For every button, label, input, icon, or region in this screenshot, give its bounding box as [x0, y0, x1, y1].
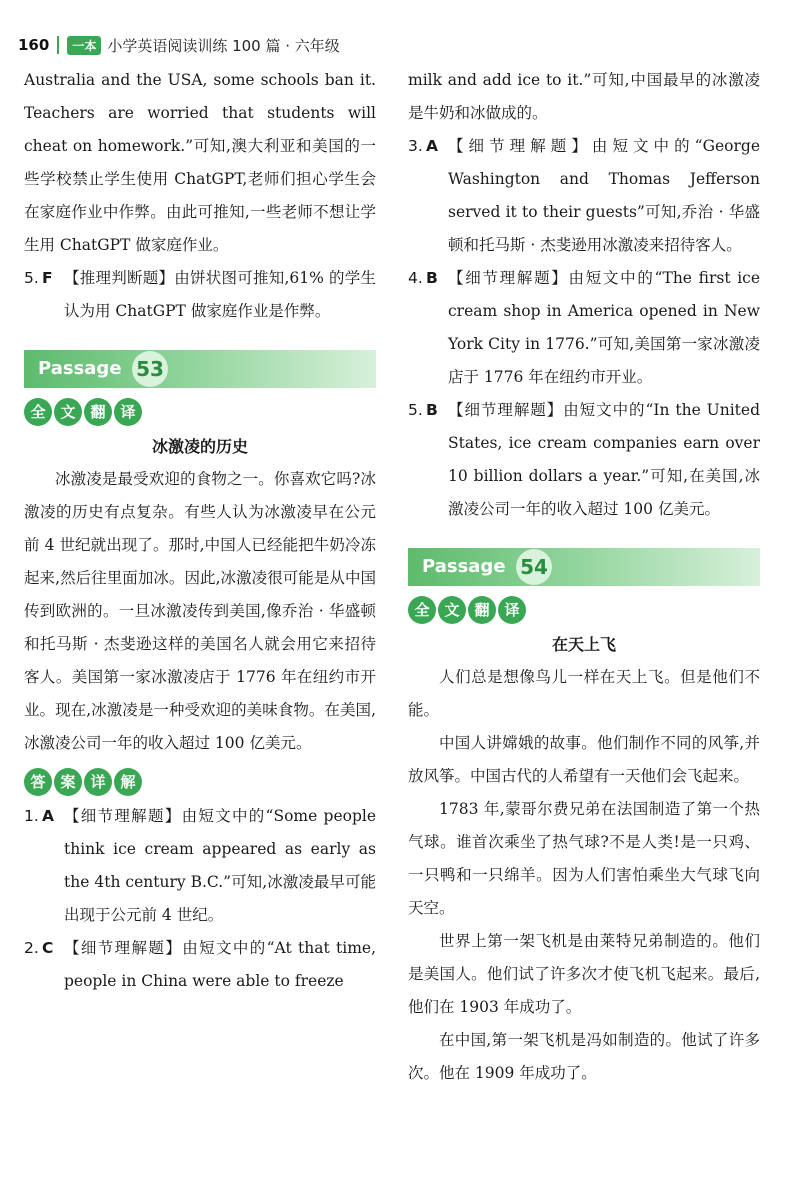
answer-text: 【细节理解题】由短文中的“The first ice cream shop in America opened in New York City in 1776.”可知,美国第一家冰激凌店于 1776 年在纽约市开业。	[448, 269, 760, 386]
answer-number: 5.	[408, 401, 423, 419]
label-char: 文	[54, 398, 82, 426]
label-char: 解	[114, 768, 142, 796]
answer-item	[24, 932, 376, 998]
passage-number: 53	[132, 351, 168, 387]
passage-label: Passage	[38, 358, 122, 379]
translation-title: 冰激凌的历史	[151, 437, 248, 456]
label-char: 译	[114, 398, 142, 426]
answer-key: B	[426, 269, 438, 287]
right-column	[408, 64, 760, 1090]
label-char: 答	[24, 768, 52, 796]
answer-text: 【细节理解题】由短文中的“At that time, people in China were able to freeze	[64, 939, 376, 990]
translation-title: 在天上飞	[551, 635, 616, 654]
answer-number: 2.	[24, 939, 39, 957]
answer-item	[24, 262, 376, 328]
translation-paragraph: 人们总是想像鸟儿一样在天上飞。但是他们不能。	[408, 668, 760, 719]
label-char: 文	[438, 596, 466, 624]
answer-key: B	[426, 401, 438, 419]
answer-label	[24, 768, 376, 796]
left-column	[24, 64, 376, 998]
answer-item	[24, 800, 376, 932]
label-char: 详	[84, 768, 112, 796]
answer-number: 1.	[24, 807, 39, 825]
answer-item	[408, 130, 760, 262]
passage-banner	[408, 548, 760, 586]
label-char: 翻	[84, 398, 112, 426]
answer-number: 5.	[24, 269, 39, 287]
answer-text: 【细节理解题】由短文中的“Some people think ice cream appeared as early as the 4th century B.C.”可知,冰激凌最早可能出现于公元前 4 世纪。	[64, 807, 376, 924]
answer-text: 【细节理解题】由短文中的“George Washington and Thomas Jefferson served it to their guests”可知,乔治 · 华盛顿和托马斯 · 杰斐逊用冰激凌来招待客人。	[448, 137, 760, 254]
translation-label	[408, 596, 760, 624]
label-char: 案	[54, 768, 82, 796]
label-char: 译	[498, 596, 526, 624]
page-number: 160	[18, 36, 50, 54]
answer-key: A	[42, 807, 54, 825]
answer-text: 【推理判断题】由饼状图可推知,61% 的学生认为用 ChatGPT 做家庭作业是作弊。	[64, 269, 376, 320]
translation-body: 冰激凌是最受欢迎的食物之一。你喜欢它吗?冰激凌的历史有点复杂。有些人认为冰激凌早在公元前 4 世纪就出现了。那时,中国人已经能把牛奶冷冻起来,然后往里面加冰。因此,冰激凌很可能是从中国传到欧洲的。一旦冰激凌传到美国,像乔治 · 华盛顿和托马斯 · 杰斐逊这样的美国名人就会用它来招待客人。美国第一家冰激凌店于 1776 年在纽约市开业。现在,冰激凌是一种受欢迎的美味食物。在美国,冰激凌公司一年的收入超过 100 亿美元。	[24, 470, 376, 752]
page-header	[18, 30, 340, 60]
answer-continuation: milk and add ice to it.”可知,中国最早的冰激凌是牛奶和冰做成的。	[408, 71, 760, 122]
translation-paragraph: 世界上第一架飞机是由莱特兄弟制造的。他们是美国人。他们试了许多次才使飞机飞起来。最后,他们在 1903 年成功了。	[408, 932, 760, 1016]
answer-key: F	[42, 269, 53, 287]
passage-banner	[24, 350, 376, 388]
translation-label	[24, 398, 376, 426]
answer-item	[408, 262, 760, 394]
answer-number: 4.	[408, 269, 423, 287]
answer-continuation: Australia and the USA, some schools ban it. Teachers are worried that students will cheat on homework.”可知,澳大利亚和美国的一些学校禁止学生使用 ChatGPT,老师们担心学生会在家庭作业中作弊。由此可推知,一些老师不想让学生用 ChatGPT 做家庭作业。	[24, 71, 376, 254]
translation-paragraph: 中国人讲嫦娥的故事。他们制作不同的风筝,并放风筝。中国古代的人希望有一天他们会飞起来。	[408, 734, 760, 785]
label-char: 全	[24, 398, 52, 426]
answer-key: C	[42, 939, 54, 957]
label-char: 全	[408, 596, 436, 624]
answer-key: A	[426, 137, 438, 155]
answer-number: 3.	[408, 137, 423, 155]
answer-text: 【细节理解题】由短文中的“In the United States, ice cream companies earn over 10 billion dollars a year.”可知,在美国,冰激凌公司一年的收入超过 100 亿美元。	[448, 401, 760, 518]
header-divider	[57, 36, 59, 54]
publisher-logo: 一本	[67, 36, 101, 55]
passage-label: Passage	[422, 556, 506, 577]
translation-paragraph: 在中国,第一架飞机是冯如制造的。他试了许多次。他在 1909 年成功了。	[408, 1031, 760, 1082]
translation-paragraph: 1783 年,蒙哥尔费兄弟在法国制造了第一个热气球。谁首次乘坐了热气球?不是人类!是一只鸡、一只鸭和一只绵羊。因为人们害怕乘坐大气球飞向天空。	[408, 800, 760, 917]
answer-item	[408, 394, 760, 526]
label-char: 翻	[468, 596, 496, 624]
passage-number: 54	[516, 549, 552, 585]
book-title: 小学英语阅读训练 100 篇 · 六年级	[107, 36, 340, 55]
